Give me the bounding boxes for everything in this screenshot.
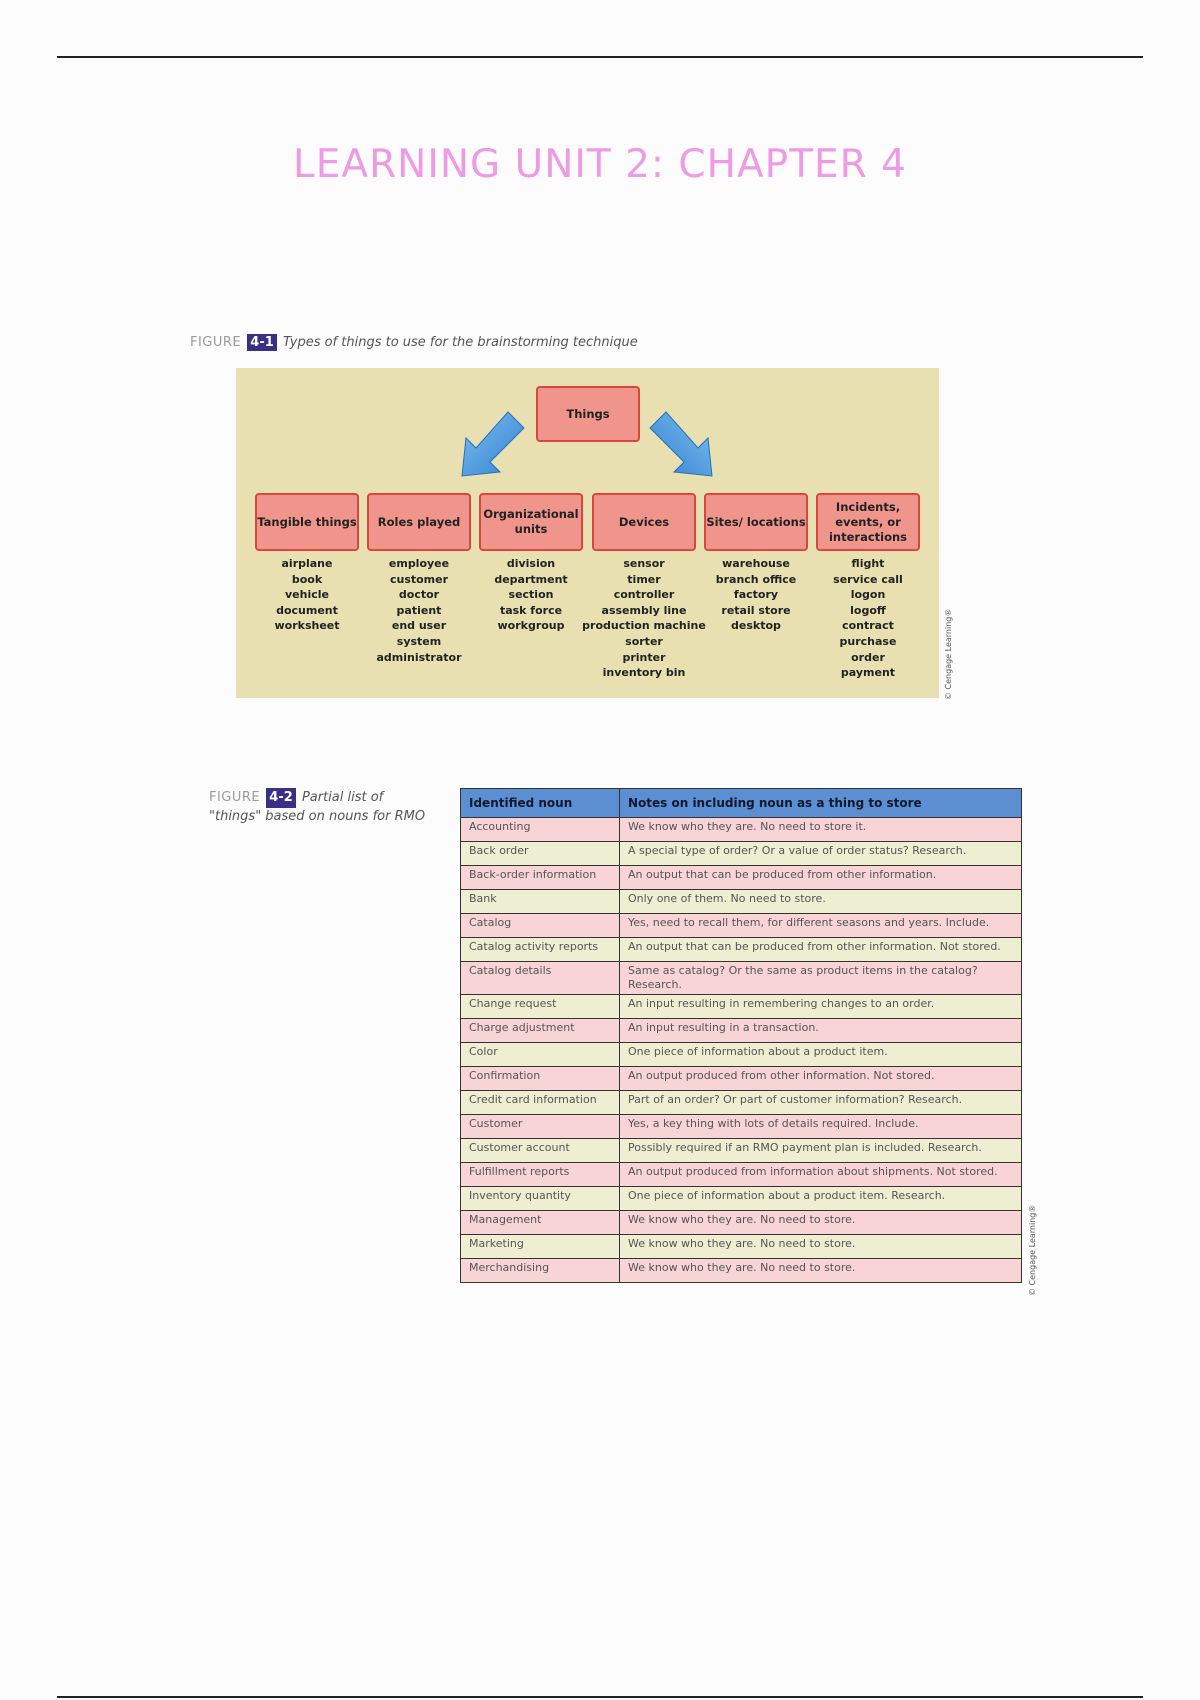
list-item: logoff (850, 603, 886, 617)
figure-4-1-caption (190, 334, 638, 351)
noun-cell: Bank (461, 890, 620, 914)
figure-4-1-credit: © Cengage Learning® (944, 608, 953, 700)
figure-number-badge: 4-2 (266, 788, 296, 808)
devices-list (582, 556, 706, 681)
table-row (461, 914, 1022, 938)
list-item: section (508, 588, 554, 602)
header-identified-noun: Identified noun (461, 789, 620, 818)
table-row (461, 1211, 1022, 1235)
table-row (461, 1115, 1022, 1139)
table-row (461, 1163, 1022, 1187)
notes-cell: Yes, need to recall them, for different seasons and years. Include. (620, 914, 1022, 938)
category-incidents-events: Incidents, events, or interactions (816, 493, 920, 551)
noun-cell: Back-order information (461, 866, 620, 890)
notes-cell: An output produced from information about shipments. Not stored. (620, 1163, 1022, 1187)
list-item: payment (840, 666, 896, 680)
noun-cell: Customer account (461, 1139, 620, 1163)
organizational-units-list (469, 556, 593, 634)
noun-cell: Color (461, 1043, 620, 1067)
table-body (461, 818, 1022, 1283)
list-item: production machine (582, 619, 706, 633)
notes-cell: Possibly required if an RMO payment plan is included. Research. (620, 1139, 1022, 1163)
notes-cell: An output produced from other information. Not stored. (620, 1067, 1022, 1091)
noun-cell: Accounting (461, 818, 620, 842)
table-header-row (461, 789, 1022, 818)
table-row (461, 1091, 1022, 1115)
noun-cell: Customer (461, 1115, 620, 1139)
table-row (461, 818, 1022, 842)
table-row (461, 1259, 1022, 1283)
notes-cell: An input resulting in remembering changes to an order. (620, 995, 1022, 1019)
noun-cell: Management (461, 1211, 620, 1235)
notes-cell: We know who they are. No need to store. (620, 1235, 1022, 1259)
list-item: department (494, 572, 568, 586)
noun-cell: Catalog (461, 914, 620, 938)
list-item: timer (627, 572, 661, 586)
notes-cell: An output that can be produced from other information. Not stored. (620, 938, 1022, 962)
nouns-table (460, 788, 1022, 1283)
sites-locations-list (694, 556, 818, 634)
list-item: branch office (715, 572, 797, 586)
list-item: airplane (281, 557, 333, 570)
list-item: warehouse (722, 557, 790, 570)
figure-label: FIGURE (190, 335, 242, 350)
list-item: controller (613, 588, 675, 602)
noun-cell: Back order (461, 842, 620, 866)
notes-cell: Only one of them. No need to store. (620, 890, 1022, 914)
noun-cell: Catalog details (461, 962, 620, 995)
arrow-down-left-icon (458, 410, 528, 480)
list-item: vehicle (285, 588, 329, 602)
table-row (461, 995, 1022, 1019)
notes-cell: Yes, a key thing with lots of details required. Include. (620, 1115, 1022, 1139)
notes-cell: A special type of order? Or a value of order status? Research. (620, 842, 1022, 866)
list-item: inventory bin (602, 666, 686, 680)
list-item: assembly line (601, 603, 687, 617)
top-rule (57, 56, 1143, 58)
list-item: patient (396, 603, 442, 617)
table-row (461, 1043, 1022, 1067)
notes-cell: An output that can be produced from other information. (620, 866, 1022, 890)
list-item: task force (499, 603, 563, 617)
list-item: order (851, 650, 885, 664)
incidents-events-list (806, 556, 930, 681)
list-item: workgroup (497, 619, 565, 633)
noun-cell: Change request (461, 995, 620, 1019)
table-row (461, 890, 1022, 914)
table-row (461, 842, 1022, 866)
page-title: LEARNING UNIT 2: CHAPTER 4 (293, 142, 907, 187)
list-item: system (396, 634, 442, 648)
list-item: administrator (376, 650, 462, 664)
figure-label: FIGURE (209, 790, 261, 805)
table-row (461, 1139, 1022, 1163)
list-item: end user (391, 619, 447, 633)
list-item: document (276, 603, 338, 617)
notes-cell: One piece of information about a product item. (620, 1043, 1022, 1067)
header-notes: Notes on including noun as a thing to store (620, 789, 1022, 818)
list-item: printer (622, 650, 666, 664)
tangible-things-list (245, 556, 369, 634)
notes-cell: One piece of information about a product item. Research. (620, 1187, 1022, 1211)
notes-cell: An input resulting in a transaction. (620, 1019, 1022, 1043)
category-devices: Devices (592, 493, 696, 551)
bottom-rule (57, 1696, 1143, 1698)
notes-cell: We know who they are. No need to store. (620, 1211, 1022, 1235)
noun-cell: Merchandising (461, 1259, 620, 1283)
figure-4-2-credit: © Cengage Learning® (1028, 1204, 1037, 1296)
table-row (461, 1019, 1022, 1043)
noun-cell: Charge adjustment (461, 1019, 620, 1043)
noun-cell: Catalog activity reports (461, 938, 620, 962)
notes-cell: Part of an order? Or part of customer information? Research. (620, 1091, 1022, 1115)
noun-cell: Confirmation (461, 1067, 620, 1091)
table-row (461, 1187, 1022, 1211)
figure-caption-text: Types of things to use for the brainstorming technique (282, 335, 638, 350)
list-item: sensor (623, 557, 665, 570)
table-row (461, 938, 1022, 962)
figure-4-2-caption (209, 788, 439, 826)
list-item: sorter (625, 634, 663, 648)
list-item: service call (833, 572, 903, 586)
list-item: desktop (731, 619, 781, 633)
diagram-root-box: Things (536, 386, 640, 442)
noun-cell: Credit card information (461, 1091, 620, 1115)
noun-cell: Marketing (461, 1235, 620, 1259)
list-item: logon (850, 588, 886, 602)
table-row (461, 1235, 1022, 1259)
list-item: book (291, 572, 323, 586)
notes-cell: We know who they are. No need to store. (620, 1259, 1022, 1283)
list-item: customer (389, 572, 449, 586)
notes-cell: Same as catalog? Or the same as product items in the catalog? Research. (620, 962, 1022, 995)
list-item: doctor (398, 588, 440, 602)
arrow-down-right-icon (646, 410, 716, 480)
category-sites-locations: Sites/ locations (704, 493, 808, 551)
list-item: division (506, 557, 556, 570)
list-item: flight (851, 557, 885, 570)
category-roles-played: Roles played (367, 493, 471, 551)
things-diagram (236, 368, 939, 698)
table-row (461, 962, 1022, 995)
category-tangible-things: Tangible things (255, 493, 359, 551)
list-item: retail store (721, 603, 791, 617)
noun-cell: Inventory quantity (461, 1187, 620, 1211)
table-row (461, 866, 1022, 890)
figure-number-badge: 4-1 (247, 334, 277, 351)
roles-played-list (357, 556, 481, 665)
list-item: worksheet (274, 619, 340, 633)
notes-cell: We know who they are. No need to store it. (620, 818, 1022, 842)
category-organizational-units: Organizational units (479, 493, 583, 551)
figure-caption-text: Partial list of "things" based on nouns for RMO (209, 790, 426, 824)
noun-cell: Fulfillment reports (461, 1163, 620, 1187)
list-item: contract (842, 619, 894, 633)
list-item: employee (388, 557, 450, 570)
list-item: purchase (839, 634, 897, 648)
list-item: factory (733, 588, 779, 602)
table-row (461, 1067, 1022, 1091)
